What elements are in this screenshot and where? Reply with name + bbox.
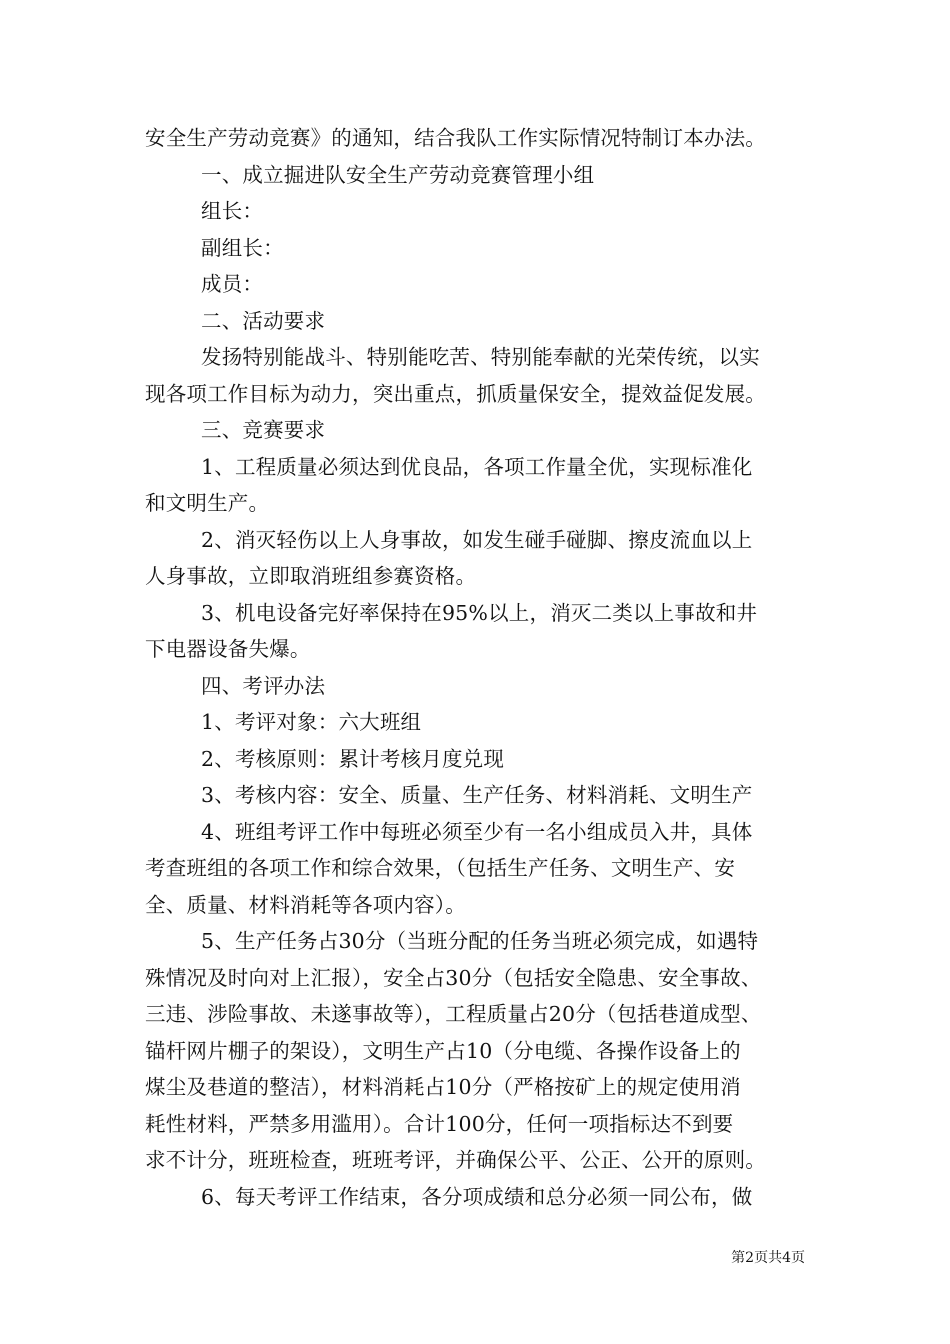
list-item: 5、生产任务占30分（当班分配的任务当班必须完成，如遇特: [201, 929, 759, 953]
section-heading: 二、活动要求: [201, 308, 326, 333]
list-item: 3、考核内容：安全、质量、生产任务、材料消耗、文明生产: [201, 783, 753, 807]
paragraph-line: 成员：: [201, 272, 264, 296]
section-heading: 三、竞赛要求: [201, 418, 326, 442]
list-item: 4、班组考评工作中每班必须至少有一名小组成员入井，具体: [201, 819, 753, 844]
document-body: [145, 120, 815, 1215]
paragraph-line: 三违、涉险事故、未遂事故等），工程质量占20分（包括巷道成型、: [145, 1002, 762, 1026]
list-item: 2、消灭轻伤以上人身事故，如发生碰手碰脚、擦皮流血以上: [201, 527, 753, 552]
paragraph-line: 考查班组的各项工作和综合效果，（包括生产任务、文明生产、安: [145, 856, 736, 880]
list-item: 1、工程质量必须达到优良品，各项工作量全优，实现标准化: [201, 454, 753, 479]
paragraph-line: 发扬特别能战斗、特别能吃苦、特别能奉献的光荣传统，以实: [201, 345, 760, 369]
paragraph-line: 求不计分，班班检查，班班考评，并确保公平、公正、公开的原则。: [145, 1148, 766, 1172]
paragraph-line: 安全生产劳动竞赛》的通知，结合我队工作实际情况特制订本办法。: [145, 126, 766, 150]
list-item: 6、每天考评工作结束，各分项成绩和总分必须一同公布，做: [201, 1184, 753, 1209]
page-number: 第2页共4页: [731, 1250, 805, 1266]
paragraph-line: 煤尘及巷道的整洁），材料消耗占10分（严格按矿上的规定使用消: [145, 1075, 741, 1099]
paragraph-line: 和文明生产。: [145, 491, 270, 515]
paragraph-line: 耗性材料，严禁多用滥用）。合计100分，任何一项指标达不到要: [145, 1111, 734, 1136]
paragraph-line: 全、质量、材料消耗等各项内容）。: [145, 892, 466, 917]
section-heading: 一、成立掘进队安全生产劳动竞赛管理小组: [201, 162, 595, 187]
list-item: 2、考核原则：累计考核月度兑现: [201, 746, 505, 771]
paragraph-line: 组长：: [201, 199, 264, 223]
list-item: 1、考评对象：六大班组: [201, 710, 422, 734]
section-heading: 四、考评办法: [201, 673, 326, 698]
paragraph-line: 现各项工作目标为动力，突出重点，抓质量保安全，提效益促发展。: [145, 381, 766, 406]
paragraph-line: 锚杆网片棚子的架设），文明生产占10（分电缆、各操作设备上的: [145, 1038, 741, 1063]
paragraph-line: 殊情况及时向对上汇报），安全占30分（包括安全隐患、安全事故、: [145, 965, 762, 990]
list-item: 3、机电设备完好率保持在95%以上，消灭二类以上事故和井: [201, 600, 758, 625]
paragraph-line: 下电器设备失爆。: [145, 637, 311, 661]
paragraph-line: 人身事故，立即取消班组参赛资格。: [145, 564, 477, 588]
paragraph-line: 副组长：: [201, 235, 284, 260]
